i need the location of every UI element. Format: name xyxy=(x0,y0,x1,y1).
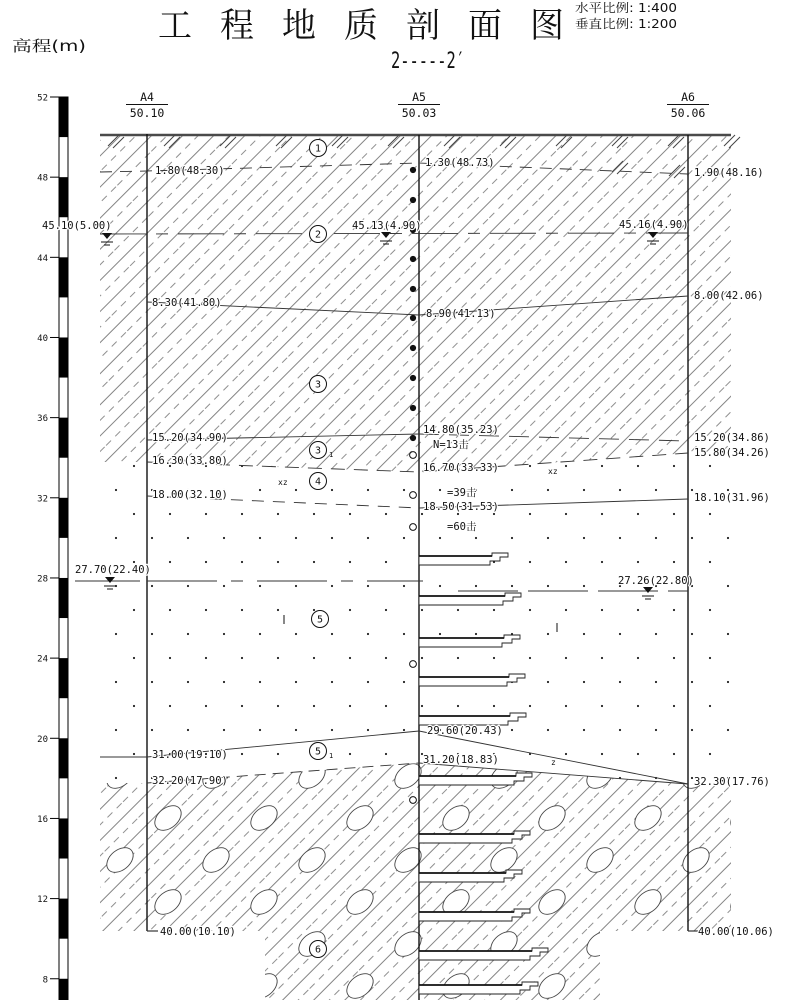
axis-tick-label: 28 xyxy=(37,574,48,585)
depth-elevation-label: 8.90(41.13) xyxy=(426,308,496,320)
depth-elevation-label: 31.20(18.83) xyxy=(423,754,499,766)
borehole-a5-id: A5 xyxy=(412,90,426,104)
spt-sample-dot xyxy=(410,197,416,203)
depth-elevation-label: 15.80(34.26) xyxy=(694,447,770,459)
layer-number-subscript: 1 xyxy=(329,451,334,459)
spt-sample-dot xyxy=(410,345,416,351)
sample-open-circle xyxy=(410,661,417,668)
spt-sample-dot xyxy=(410,405,416,411)
scale-bar-segment xyxy=(59,578,68,618)
horizontal-scale-label: 水平比例: 1:400 xyxy=(575,1,666,15)
axis-tick-label: 32 xyxy=(37,494,48,505)
spt-sample-dot xyxy=(410,256,416,262)
axis-tick-label: 48 xyxy=(37,173,48,184)
scale-bar-segment xyxy=(59,418,68,458)
scale-bar-segment xyxy=(59,498,68,538)
sample-open-circle xyxy=(410,452,417,459)
axis-tick-label: 20 xyxy=(37,734,48,745)
layer-number: 2 xyxy=(314,229,322,241)
depth-elevation-label: 8.00(42.06) xyxy=(694,290,764,302)
scale-bar-segment xyxy=(59,818,68,858)
depth-elevation-label: =60击 xyxy=(447,521,477,533)
elevation-axis-label: 高程(m) xyxy=(12,37,86,55)
depth-elevation-label: 40.00(10.06) xyxy=(698,926,774,938)
depth-elevation-label: N=13击 xyxy=(433,439,469,451)
scale-bar-segment xyxy=(59,257,68,297)
borehole-a6-id: A6 xyxy=(681,90,695,104)
borehole-a6-ground-elevation: 50.06 xyxy=(670,106,706,120)
vertical-scale-label: 垂直比例: 1:200 xyxy=(575,17,666,31)
axis-tick-label: 40 xyxy=(37,333,48,344)
axis-tick-label: 8 xyxy=(42,975,48,986)
spt-sample-dot xyxy=(410,375,416,381)
axis-tick-label: 36 xyxy=(37,414,48,425)
drawing-title: 工 程 地 质 剖 面 图 xyxy=(158,6,566,46)
spt-sample-dot xyxy=(410,435,416,441)
axis-tick-label: 44 xyxy=(37,253,48,264)
depth-elevation-label: z xyxy=(551,758,556,767)
depth-elevation-label: 14.80(35.23) xyxy=(423,424,499,436)
depth-elevation-label: 45.16(4.90) xyxy=(619,219,689,231)
scale-bar-segment xyxy=(59,177,68,217)
depth-elevation-label: 31.00(19.10) xyxy=(152,749,228,761)
sample-open-circle xyxy=(410,524,417,531)
axis-tick-label: 16 xyxy=(37,814,48,825)
depth-elevation-label: 1.90(48.16) xyxy=(694,167,764,179)
spt-sample-dot xyxy=(410,315,416,321)
axis-tick-label: 12 xyxy=(37,895,48,906)
depth-elevation-label: 45.10(5.00) xyxy=(42,220,112,232)
soil-region-silt xyxy=(100,453,731,784)
depth-elevation-label: 8.30(41.80) xyxy=(152,297,222,309)
depth-elevation-label: 16.30(33.80) xyxy=(152,455,228,467)
elevation-scale-bar xyxy=(59,97,68,1000)
depth-elevation-label: 40.00(10.10) xyxy=(160,926,236,938)
scale-bar-segment xyxy=(59,899,68,939)
scale-bar-segment xyxy=(59,337,68,377)
borehole-a4-id: A4 xyxy=(140,90,154,104)
layer-number: 1 xyxy=(314,143,322,155)
layer-number: 3 xyxy=(314,379,322,391)
depth-elevation-label: 1.30(48.73) xyxy=(425,157,495,169)
depth-elevation-label: 45.13(4.90) xyxy=(352,220,422,232)
depth-elevation-label: 32.20(17.90) xyxy=(152,775,228,787)
layer-number: 5 xyxy=(314,746,322,758)
axis-tick-label: 52 xyxy=(37,93,48,104)
depth-elevation-label: 18.10(31.96) xyxy=(694,492,770,504)
layer-number: 5 xyxy=(316,614,324,626)
scale-bar-segment xyxy=(59,979,68,1000)
axis-tick-label: 24 xyxy=(37,654,48,665)
depth-elevation-label: xz xyxy=(278,478,288,487)
depth-elevation-label: 18.50(31.53) xyxy=(423,501,499,513)
depth-elevation-label: 27.70(22.40) xyxy=(75,564,151,576)
spt-sample-dot xyxy=(410,286,416,292)
scale-bar-segment xyxy=(59,97,68,137)
depth-elevation-label: 32.30(17.76) xyxy=(694,776,770,788)
spt-sample-dot xyxy=(410,167,416,173)
depth-elevation-label: 1.80(48.30) xyxy=(155,165,225,177)
depth-elevation-label: 27.26(22.80) xyxy=(618,575,694,587)
layer-number-subscript: 1 xyxy=(329,752,334,760)
sample-open-circle xyxy=(410,492,417,499)
layer-number: 4 xyxy=(314,476,322,488)
depth-elevation-label: 15.20(34.86) xyxy=(694,432,770,444)
depth-elevation-label: 16.70(33.33) xyxy=(423,462,499,474)
depth-elevation-label: 18.00(32.10) xyxy=(152,489,228,501)
sample-open-circle xyxy=(410,797,417,804)
layer-number: 3 xyxy=(314,445,322,457)
scale-bar-segment xyxy=(59,658,68,698)
layer-number: 6 xyxy=(314,944,322,956)
depth-elevation-label: =39击 xyxy=(447,487,477,499)
depth-elevation-label: 15.20(34.90) xyxy=(152,432,228,444)
depth-elevation-label: 29.60(20.43) xyxy=(427,725,503,737)
depth-elevation-label: xz xyxy=(548,467,558,476)
scale-bar-segment xyxy=(59,738,68,778)
section-label: 2-----2′ xyxy=(391,49,465,74)
borehole-a5-ground-elevation: 50.03 xyxy=(401,106,437,120)
borehole-a4-ground-elevation: 50.10 xyxy=(129,106,165,120)
